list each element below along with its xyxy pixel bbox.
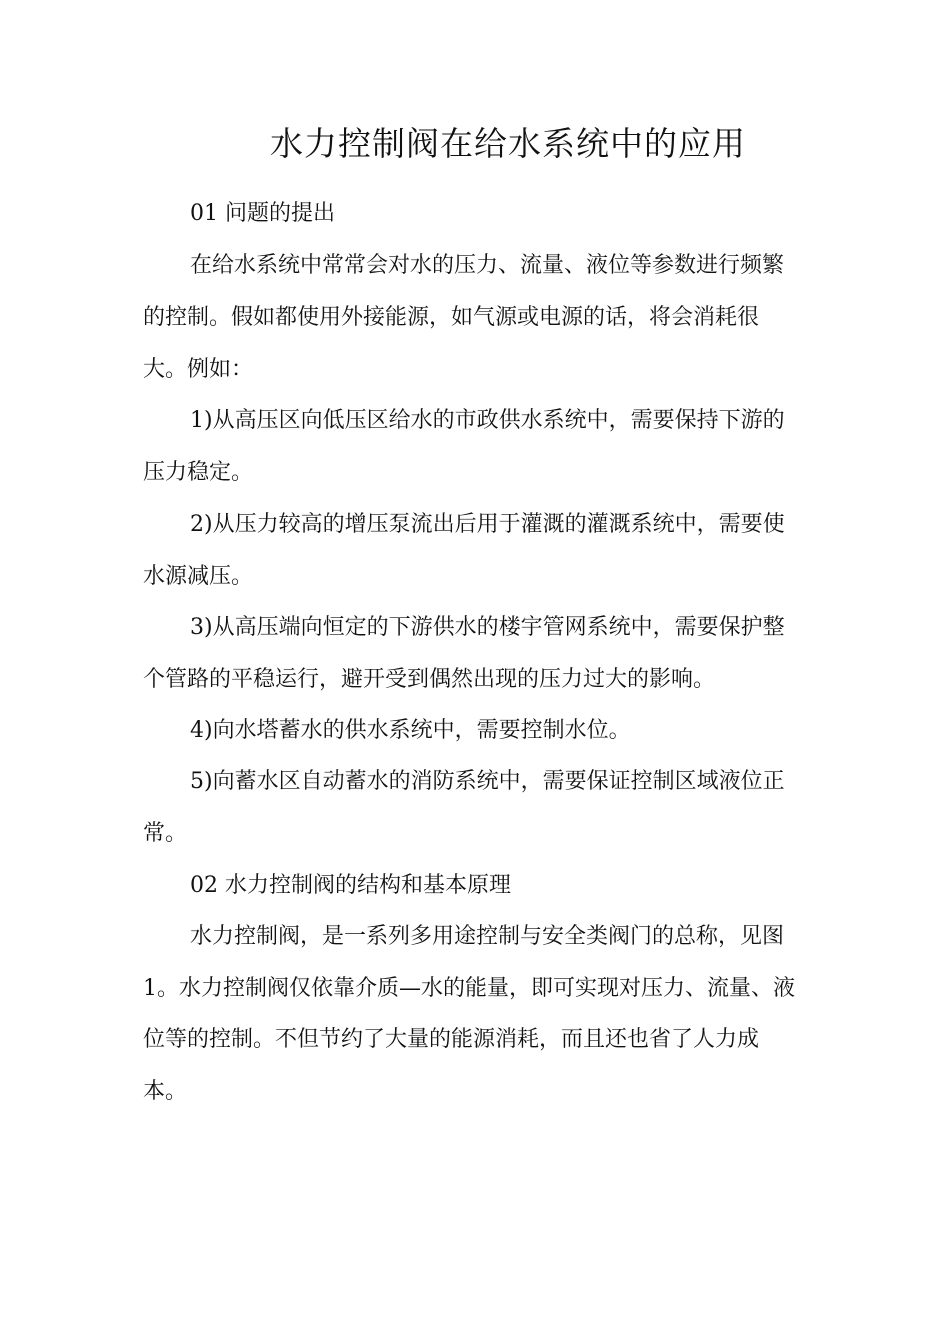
paragraph-line: 的控制。假如都使用外接能源，如气源或电源的话，将会消耗很 [143,305,760,330]
list-item-line: 4)向水塔蓄水的供水系统中，需要控制水位。 [190,718,631,743]
list-item-line: 压力稳定。 [143,460,254,485]
section-heading: 02 水力控制阀的结构和基本原理 [190,873,511,898]
list-item-line: 3)从高压端向恒定的下游供水的楼宇管网系统中，需要保护整 [190,615,785,640]
document-title: 水力控制阀在给水系统中的应用 [270,124,746,163]
list-item-line: 5)向蓄水区自动蓄水的消防系统中，需要保证控制区域液位正 [190,769,785,794]
list-item-line: 常。 [143,821,188,846]
list-item-line: 2)从压力较高的增压泵流出后用于灌溉的灌溉系统中，需要使 [190,512,785,537]
section-heading: 01 问题的提出 [190,201,335,226]
paragraph-line: 大。例如： [143,357,254,382]
paragraph-line: 位等的控制。不但节约了大量的能源消耗，而且还也省了人力成 [143,1027,760,1052]
paragraph-line: 在给水系统中常常会对水的压力、流量、液位等参数进行频繁 [190,253,785,278]
list-item-line: 水源减压。 [143,564,254,589]
paragraph-line: 水力控制阀，是一系列多用途控制与安全类阀门的总称，见图 [190,924,785,949]
list-item-line: 1)从高压区向低压区给水的市政供水系统中，需要保持下游的 [190,408,785,433]
list-item-line: 个管路的平稳运行，避开受到偶然出现的压力过大的影响。 [143,667,716,692]
paragraph-line: 1。水力控制阀仅依靠介质—水的能量，即可实现对压力、流量、液 [143,976,795,1001]
paragraph-line: 本。 [143,1079,188,1104]
